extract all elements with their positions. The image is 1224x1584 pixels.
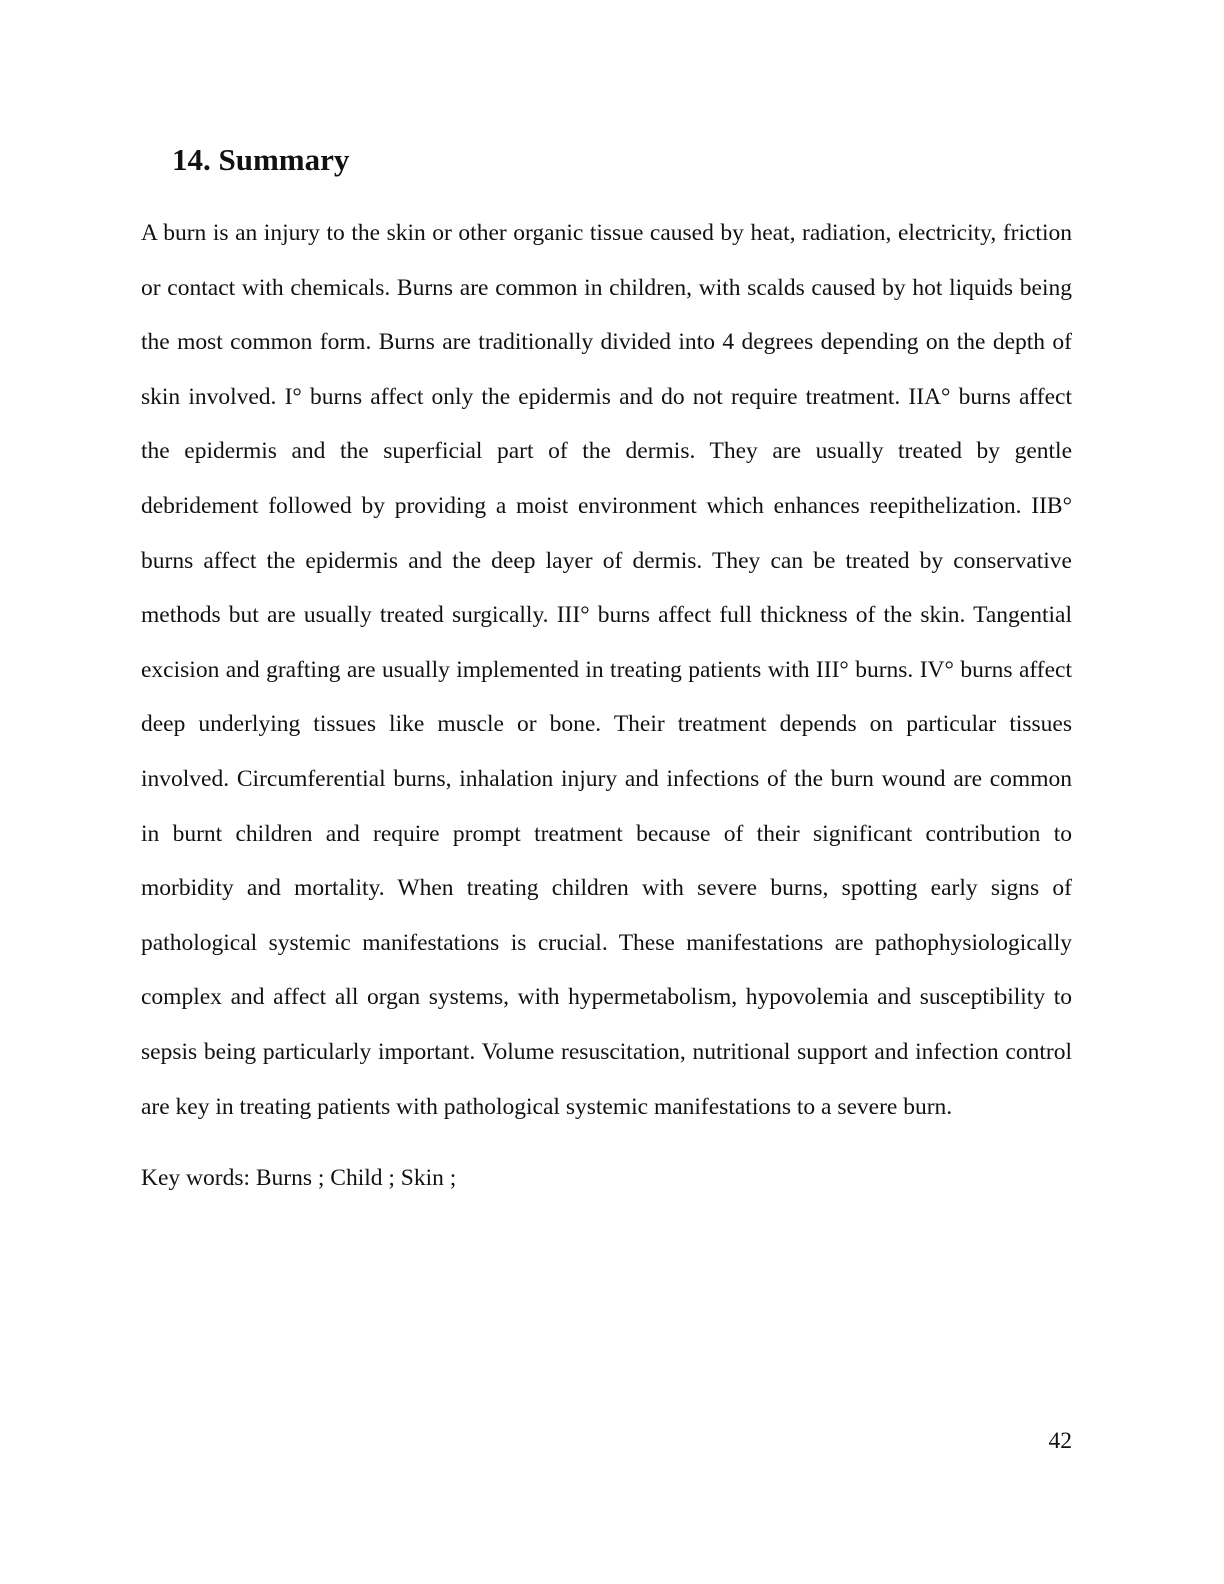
summary-paragraph: A burn is an injury to the skin or other organic tissue caused by heat, radiation, electricity, friction or contact with chemicals. Burns are common in children, with scalds caused by hot liquids being the most common form. Burns are traditionally divided into 4 degrees depending on the depth of skin involved. I° burns affect only the epidermis and do not require treatment. IIA° burns affect the epidermis and the superficial part of the dermis. They are usually treated by gentle debridement followed by providing a moist environment which enhances reepithelization. IIB° burns affect the epidermis and the deep layer of dermis. They can be treated by conservative methods but are usually treated surgically. III° burns affect full thickness of the skin. Tangential excision and grafting are usually implemented in treating patients with III° burns. IV° burns affect deep underlying tissues like muscle or bone. Their treatment depends on particular tissues involved. Circumferential burns, inhalation injury and infections of the burn wound are common in burnt children and require prompt treatment because of their significant contribution to morbidity and mortality. When treating children with severe burns, spotting early signs of pathological systemic manifestations is crucial. These manifestations are pathophysiologically complex and affect all organ systems, with hypermetabolism, hypovolemia and susceptibility to sepsis being particularly important. Volume resuscitation, nutritional support and infection control are key in treating patients with pathological systemic manifestations to a severe burn. <box>141 220 1072 1120</box>
section-heading: 14. Summary <box>172 142 350 177</box>
page-number: 42 <box>1048 1428 1072 1454</box>
keywords-line: Key words: Burns ; Child ; Skin ; <box>141 1165 457 1191</box>
